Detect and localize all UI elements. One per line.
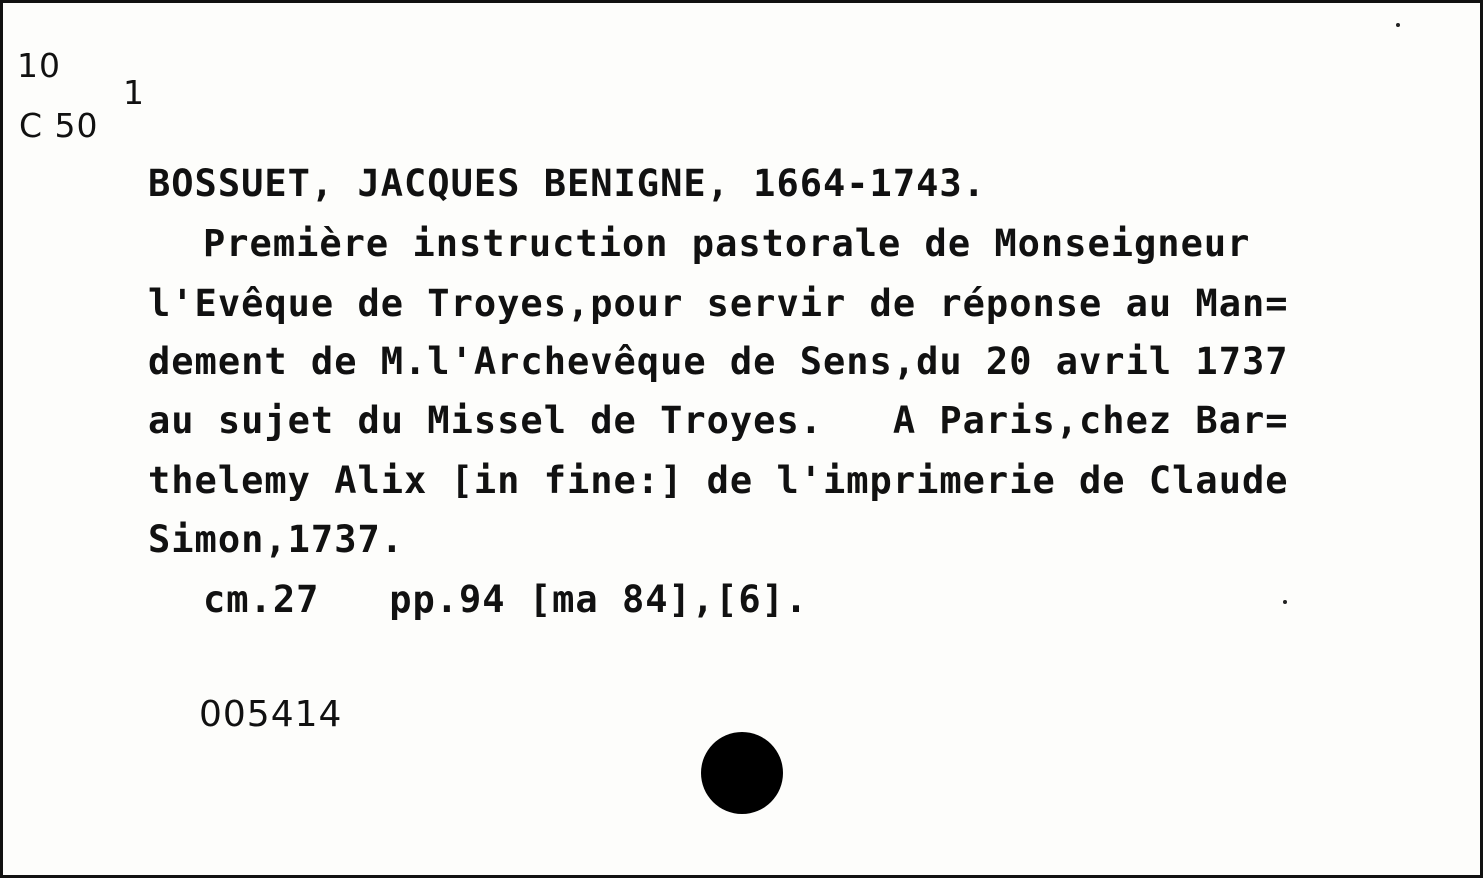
call-number: C 50 [19, 106, 99, 145]
ink-speck [1396, 23, 1400, 27]
collation: cm.27 pp.94 [ma 84],[6]. [203, 578, 809, 621]
accession-number: 005414 [199, 694, 343, 735]
title-line-2: l'Evêque de Troyes,pour servir de réponse au Man= [148, 282, 1289, 325]
ink-speck [1283, 600, 1287, 604]
author-heading: BOSSUET, JACQUES BENIGNE, 1664-1743. [148, 162, 986, 205]
title-line-6: Simon,1737. [148, 518, 405, 561]
title-line-4: au sujet du Missel de Troyes. A Paris,chez Bar= [148, 399, 1289, 442]
class-number: 10 [17, 46, 61, 85]
title-line-1: Première instruction pastorale de Monseigneur [203, 222, 1251, 265]
title-line-3: dement de M.l'Archevêque de Sens,du 20 avril 1737 [148, 340, 1289, 383]
punch-hole [701, 732, 783, 814]
call-number-superscript: 1 [123, 73, 145, 112]
title-line-5: thelemy Alix [in fine:] de l'imprimerie de Claude [148, 459, 1289, 502]
